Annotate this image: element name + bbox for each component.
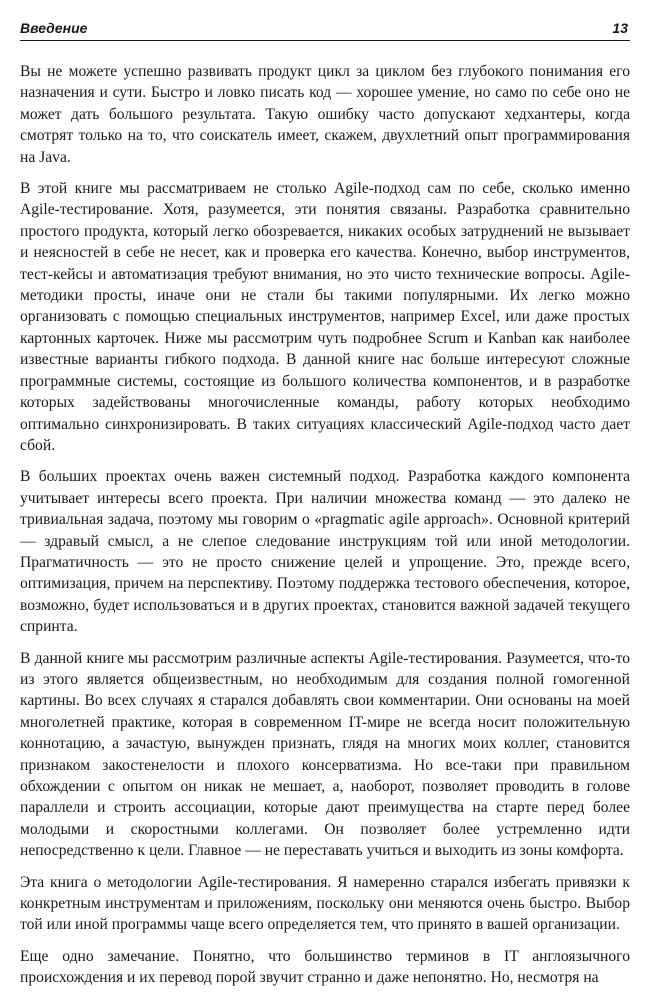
body-text <box>20 61 630 989</box>
paragraph: Еще одно замечание. Понятно, что большинство терминов в IT англоязычного происхождения и их перевод порой звучит странно и даже непонятно. Но, несмотря на <box>20 947 630 987</box>
book-page <box>20 18 630 993</box>
page-number: 13 <box>612 20 628 36</box>
paragraph: Вы не можете успешно развивать продукт цикл за циклом без глубокого понимания его назначения и сути. Быстро и ловко писать код — хорошее умение, но само по себе оно не может дать большого результата. Такую ошибку часто допускают хедхантеры, когда смотрят только на то, что соискатель имеет, скажем, двухлетний опыт программирования на Java. <box>20 63 630 166</box>
paragraph: Эта книга о методологии Agile-тестирования. Я намеренно старался избегать привязки к конкретным инструментам и приложениям, поскольку они меняются очень быстро. Выбор той или иной программы чаще всего определяется тем, что принято в вашей организации. <box>20 873 630 934</box>
paragraph: В больших проектах очень важен системный подход. Разработка каждого компонента учитывает интересы всего проекта. При наличии множества команд — это далеко не тривиальная задача, поэтому мы говорим о «pragmatic agile approach». Основной критерий — здравый смысл, а не слепое следование инструкциям той или иной методологии. Прагматичность — это не просто снижение целей и упрощение. Это, прежде всего, оптимизация, причем на перспективу. Поэтому поддержка тестового обеспечения, которое, возможно, будет использоваться и в других проектах, становится важной задачей текущего спринта. <box>20 468 630 636</box>
paragraph: В этой книге мы рассматриваем не столько Agile-подход сам по себе, сколько именно Agile-тестирование. Хотя, разумеется, эти понятия связаны. Разработка сравнительно простого продукта, который легко обозревается, никаких особых затруднений не вызывает и неясностей в себе не несет, как и проверка его качества. Конечно, выбор инструментов, тест-кейсы и автоматизация требуют внимания, но это чисто технические вопросы. Agile-методики просты, иначе они не стали бы такими популярными. Их легко можно организовать с помощью специальных инструментов, например Excel, или даже простых картонных карточек. Ниже мы рассмотрим чуть подробнее Scrum и Kanban как наиболее известные варианты гибкого подхода. В данной книге нас больше интересуют сложные программные системы, состоящие из большого количества компонентов, и в разработке которых задействованы многочисленные команды, работу которых необходимо оптимально синхронизировать. В таких ситуациях классический Agile-подход часто дает сбой. <box>20 180 630 454</box>
section-title: Введение <box>20 20 88 36</box>
running-header <box>20 18 630 41</box>
paragraph: В данной книге мы рассмотрим различные аспекты Agile-тестирования. Разумеется, что-то из этого является общеизвестным, но необходимым для создания полной гомогенной картины. Во всех случаях я старался добавлять свои комментарии. Они основаны на моей многолетней практике, которая в современном IT-мире не всегда носит положительную коннотацию, а зачастую, вынужден признать, глядя на многих моих коллег, становится признаком закостенелости и плохого консерватизма. Но все-таки при правильном обхождении с опытом он никак не мешает, а, наоборот, позволяет проводить в голове параллели и строить ассоциации, которые дают преимущества на старте перед более молодыми и скоростными коллегами. Он позволяет более устремленно идти непосредственно к цели. Главное — не переставать учиться и выходить из зоны комфорта. <box>20 649 630 860</box>
